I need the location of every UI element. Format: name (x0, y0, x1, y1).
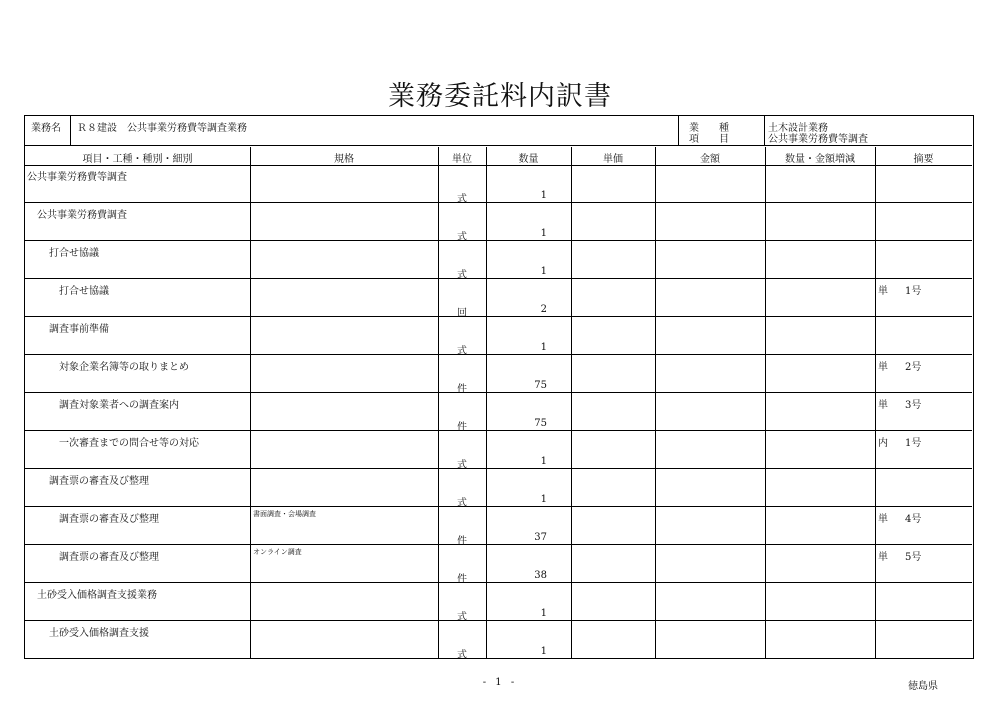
table-row (25, 621, 972, 659)
row-quantity: 75 (534, 418, 547, 429)
col-header-unit: 単位 (452, 154, 472, 165)
header-block (25, 116, 972, 146)
work-name-value: Ｒ８建設 公共事業労務費等調査業務 (77, 123, 247, 134)
table-row (25, 165, 972, 203)
table-row (25, 545, 972, 583)
table-row (25, 583, 972, 621)
row-quantity: 1 (540, 608, 547, 619)
row-unit: 式 (457, 650, 467, 661)
row-remark-type: 単 (878, 362, 888, 373)
item-label: 項 目 (689, 134, 729, 145)
row-quantity: 1 (540, 190, 547, 201)
row-remark-type: 単 (878, 400, 888, 411)
row-unit: 件 (457, 574, 467, 585)
row-remark-number: 4号 (905, 514, 922, 525)
row-quantity: 2 (540, 304, 547, 315)
organization-name: 徳島県 (908, 681, 938, 692)
row-spec: 書面調査・会場調査 (253, 510, 316, 518)
type-label: 業 種 (689, 123, 729, 134)
row-quantity: 1 (540, 456, 547, 467)
table-row (25, 469, 972, 507)
breakdown-table (24, 115, 974, 659)
row-item-name: 調査対象業者への調査案内 (59, 400, 179, 411)
row-unit: 件 (457, 384, 467, 395)
table-row (25, 317, 972, 355)
row-remark-type: 内 (878, 438, 888, 449)
table-row (25, 203, 972, 241)
row-item-name: 調査事前準備 (49, 324, 109, 335)
table-row (25, 507, 972, 545)
row-item-name: 一次審査までの問合せ等の対応 (59, 438, 199, 449)
type-value: 土木設計業務 (768, 123, 828, 134)
row-quantity: 1 (540, 646, 547, 657)
row-remark-type: 単 (878, 552, 888, 563)
col-header-item: 項目・工種・種別・細別 (82, 154, 193, 165)
table-row (25, 393, 972, 431)
col-header-unit-price: 単価 (603, 154, 623, 165)
work-name-label: 業務名 (31, 123, 61, 134)
row-item-name: 打合せ協議 (59, 286, 109, 297)
row-unit: 回 (457, 308, 467, 319)
row-item-name: 調査票の審査及び整理 (59, 552, 159, 563)
row-remark-number: 3号 (905, 400, 922, 411)
table-row (25, 431, 972, 469)
row-remark-number: 1号 (905, 286, 922, 297)
page-number: - 1 - (482, 677, 518, 688)
row-item-name: 対象企業名簿等の取りまとめ (59, 362, 189, 373)
col-header-spec: 規格 (334, 154, 354, 165)
row-item-name: 土砂受入価格調査支援 (49, 628, 149, 639)
row-unit: 式 (457, 346, 467, 357)
row-quantity: 1 (540, 342, 547, 353)
row-unit: 式 (457, 194, 467, 205)
row-item-name: 公共事業労務費調査 (37, 210, 127, 221)
row-item-name: 公共事業労務費等調査 (27, 172, 127, 183)
row-quantity: 75 (534, 380, 547, 391)
table-row (25, 241, 972, 279)
row-remark-type: 単 (878, 286, 888, 297)
table-row (25, 355, 972, 393)
row-spec: オンライン調査 (253, 548, 302, 556)
col-header-amount: 金額 (700, 154, 720, 165)
row-quantity: 1 (540, 494, 547, 505)
row-unit: 件 (457, 536, 467, 547)
row-item-name: 打合せ協議 (49, 248, 99, 259)
row-item-name: 調査票の審査及び整理 (49, 476, 149, 487)
row-quantity: 1 (540, 228, 547, 239)
row-remark-number: 5号 (905, 552, 922, 563)
col-header-qty: 数量 (518, 154, 539, 165)
row-unit: 式 (457, 498, 467, 509)
row-quantity: 1 (540, 266, 547, 277)
col-header-remarks: 摘要 (913, 154, 934, 165)
row-quantity: 38 (534, 570, 547, 581)
row-quantity: 37 (534, 532, 547, 543)
row-unit: 式 (457, 612, 467, 623)
col-header-change: 数量・金額増減 (785, 154, 855, 165)
column-headers (25, 147, 972, 166)
row-remark-number: 2号 (905, 362, 922, 373)
row-item-name: 調査票の審査及び整理 (59, 514, 159, 525)
row-unit: 件 (457, 422, 467, 433)
table-row (25, 279, 972, 317)
row-unit: 式 (457, 460, 467, 471)
row-item-name: 土砂受入価格調査支援業務 (37, 590, 157, 601)
document-title: 業務委託料内訳書 (388, 81, 612, 112)
row-remark-number: 1号 (905, 438, 922, 449)
row-unit: 式 (457, 232, 467, 243)
row-remark-type: 単 (878, 514, 888, 525)
row-unit: 式 (457, 270, 467, 281)
item-value: 公共事業労務費等調査 (768, 134, 868, 145)
